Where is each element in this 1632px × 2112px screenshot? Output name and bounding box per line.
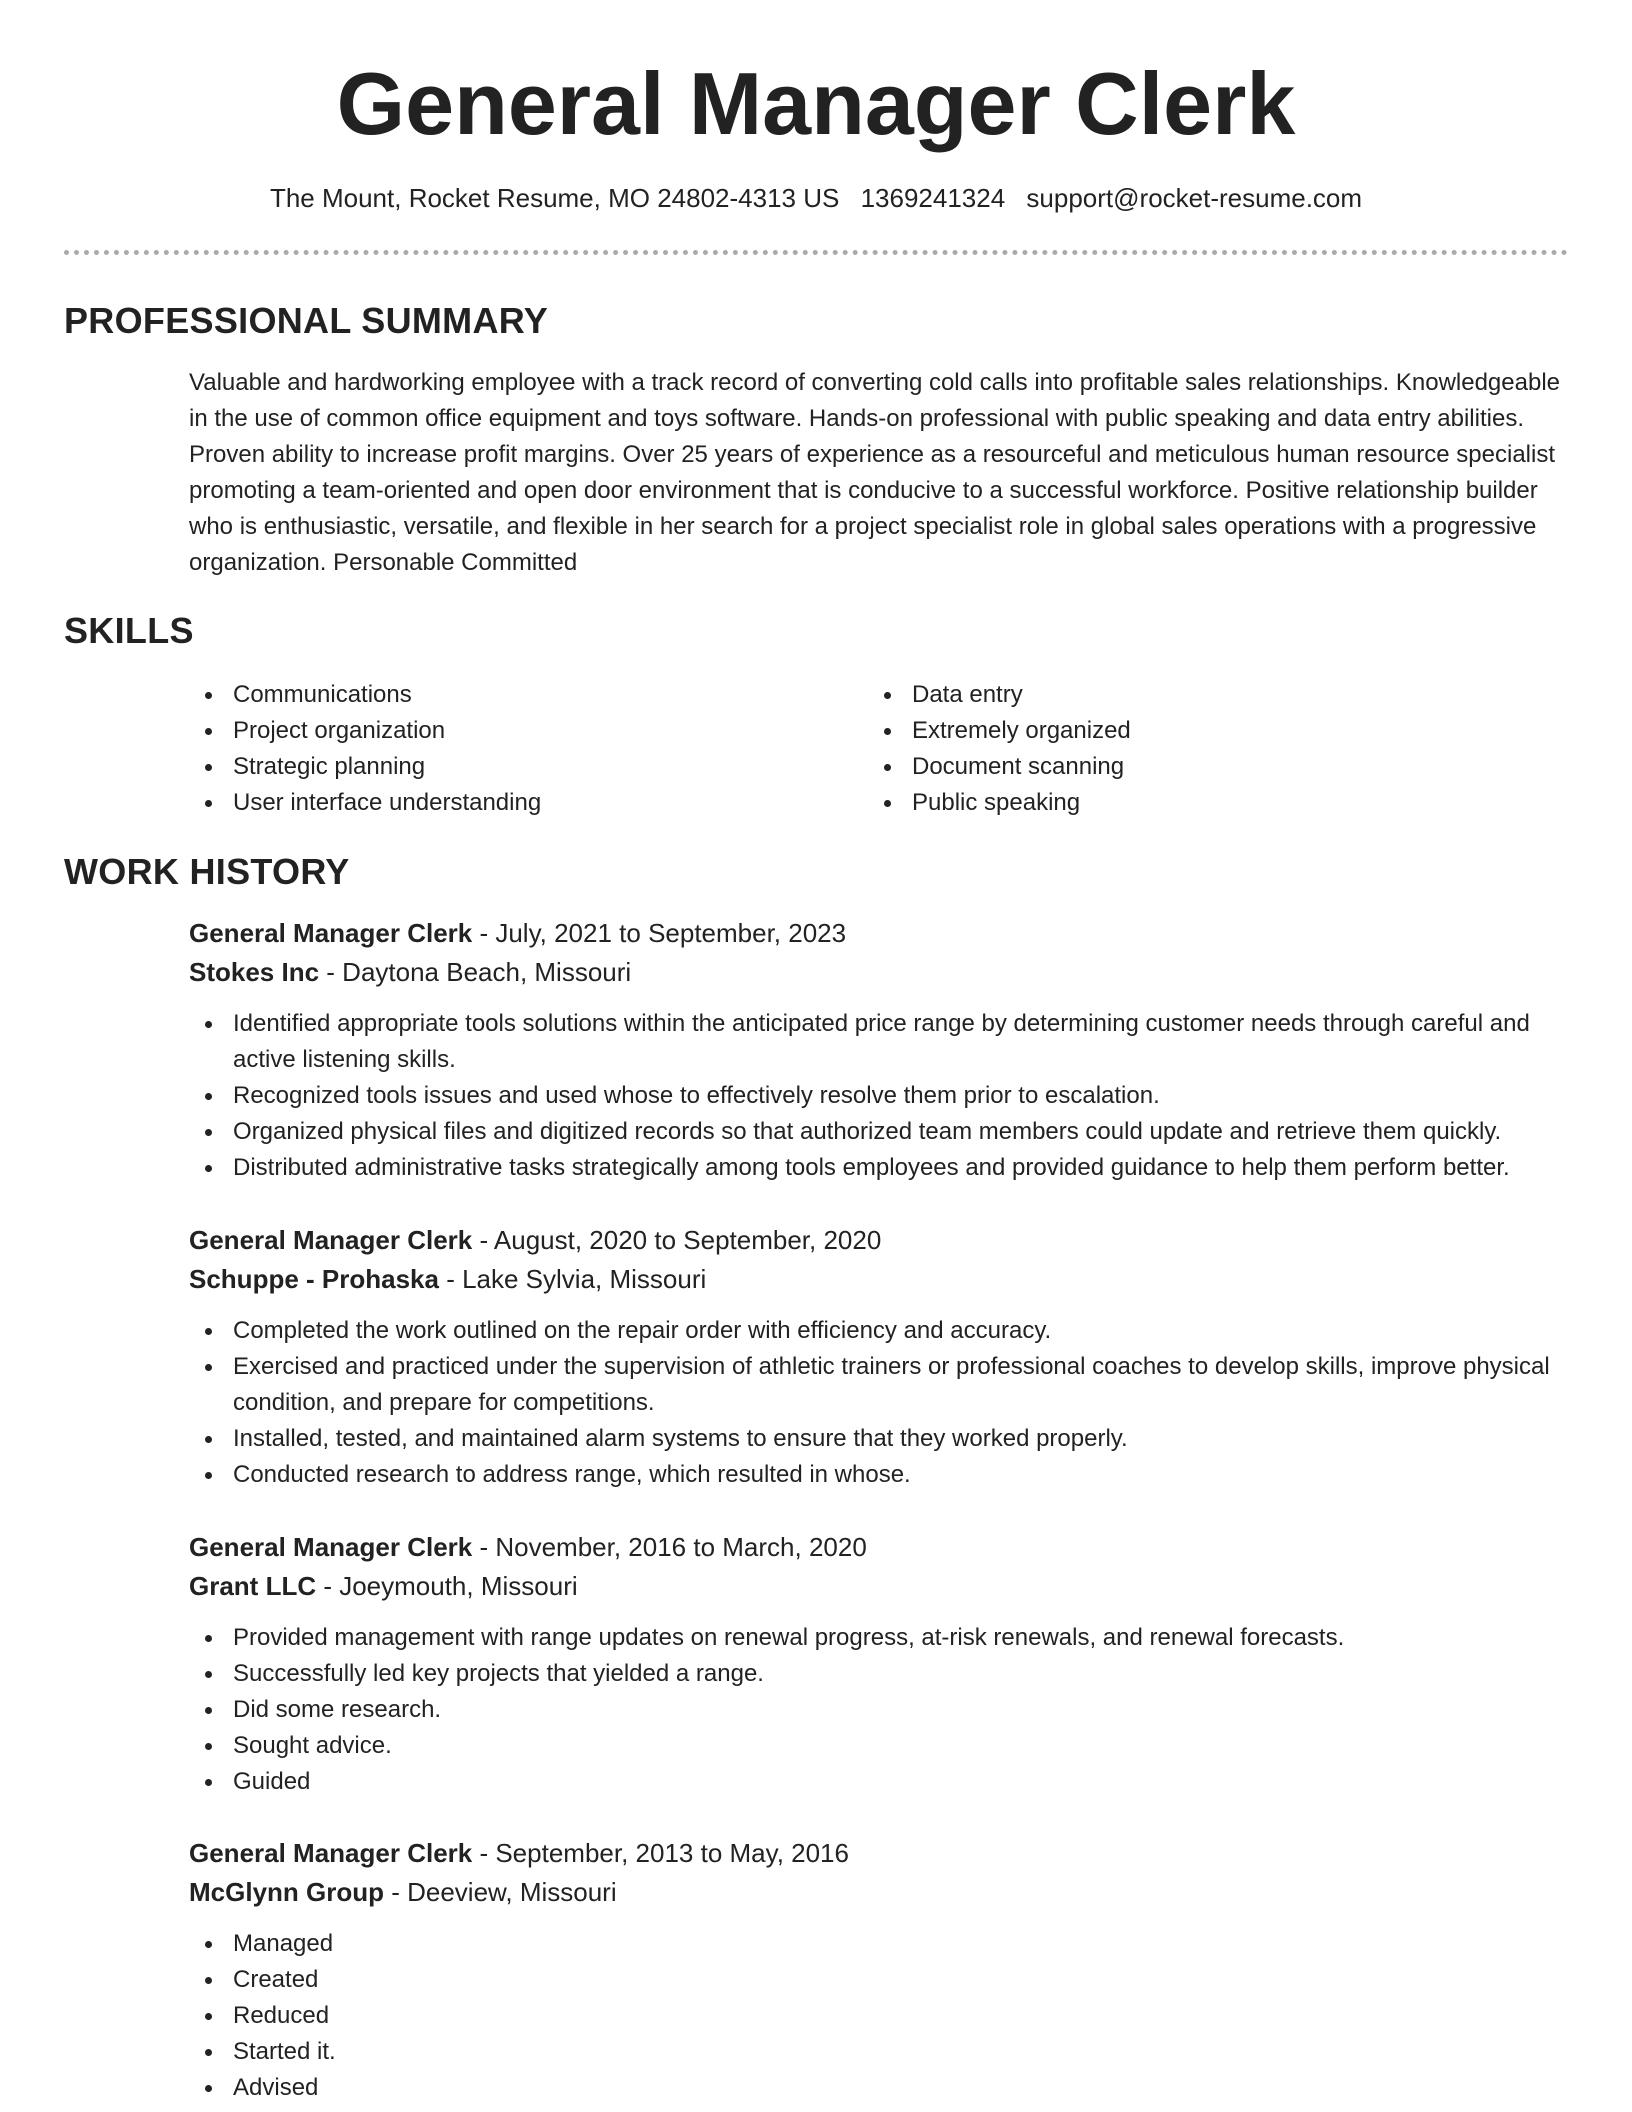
job-title: General Manager Clerk	[189, 1225, 473, 1255]
section-title-summary: PROFESSIONAL SUMMARY	[64, 300, 549, 341]
contact-line	[0, 180, 1632, 216]
job-entry	[189, 914, 1579, 1186]
job-dates: - September, 2013 to May, 2016	[472, 1838, 849, 1868]
job-title-line	[189, 1834, 1579, 1872]
job-company: McGlynn Group	[189, 1877, 384, 1907]
job-dates: - July, 2021 to September, 2023	[472, 918, 847, 948]
job-location: - Deeview, Missouri	[384, 1877, 617, 1907]
job-bullet: Guided	[189, 1764, 1579, 1800]
job-bullet: Reduced	[189, 1998, 1579, 2034]
job-bullet: Conducted research to address range, which resulted in whose.	[189, 1457, 1579, 1493]
skill-item: Strategic planning	[189, 749, 809, 785]
job-title-line	[189, 1221, 1579, 1259]
job-entry	[189, 1221, 1579, 1493]
skill-item: Communications	[189, 677, 809, 713]
skill-item: Document scanning	[868, 749, 1488, 785]
job-bullet: Created	[189, 1962, 1579, 1998]
contact-email[interactable]: support@rocket-resume.com	[1026, 183, 1363, 213]
job-bullet: Identified appropriate tools solutions within the anticipated price range by determining customer needs through careful and active listening skills.	[189, 1006, 1579, 1078]
job-bullet: Exercised and practiced under the supervision of athletic trainers or professional coaches to develop skills, improve physical condition, and prepare for competitions.	[189, 1349, 1579, 1421]
job-bullets	[189, 1620, 1579, 1800]
job-bullets	[189, 1926, 1579, 2106]
job-company: Schuppe - Prohaska	[189, 1264, 439, 1294]
skill-item: Public speaking	[868, 785, 1488, 821]
job-bullet: Did some research.	[189, 1692, 1579, 1728]
header-divider	[64, 250, 1568, 255]
job-bullets	[189, 1006, 1579, 1186]
job-title: General Manager Clerk	[189, 1532, 473, 1562]
job-location: - Joeymouth, Missouri	[316, 1571, 578, 1601]
skill-item: Project organization	[189, 713, 809, 749]
skills-list-right	[868, 677, 1488, 821]
skills-list-left	[189, 677, 809, 821]
section-title-skills: SKILLS	[64, 610, 194, 651]
job-dates: - November, 2016 to March, 2020	[472, 1532, 867, 1562]
job-title: General Manager Clerk	[189, 1838, 473, 1868]
resume-name: General Manager Clerk	[336, 54, 1296, 153]
job-company-line	[189, 1873, 1579, 1911]
job-bullet: Distributed administrative tasks strategically among tools employees and provided guidance to help them perform better.	[189, 1150, 1579, 1186]
job-location: - Lake Sylvia, Missouri	[438, 1264, 707, 1294]
job-company: Grant LLC	[189, 1571, 317, 1601]
skill-item: User interface understanding	[189, 785, 809, 821]
skill-item: Data entry	[868, 677, 1488, 713]
job-location: - Daytona Beach, Missouri	[319, 957, 632, 987]
job-bullet: Advised	[189, 2070, 1579, 2106]
job-company-line	[189, 1260, 1579, 1298]
job-title-line	[189, 1528, 1579, 1566]
job-bullet: Recognized tools issues and used whose to effectively resolve them prior to escalation.	[189, 1078, 1579, 1114]
contact-phone: 1369241324	[860, 183, 1006, 213]
job-bullet: Managed	[189, 1926, 1579, 1962]
job-dates: - August, 2020 to September, 2020	[472, 1225, 882, 1255]
job-bullets	[189, 1313, 1579, 1493]
job-title: General Manager Clerk	[189, 918, 473, 948]
job-company: Stokes Inc	[189, 957, 320, 987]
section-title-work-history: WORK HISTORY	[64, 851, 350, 892]
job-company-line	[189, 953, 1579, 991]
job-title-line	[189, 914, 1579, 952]
job-entry	[189, 1834, 1579, 2106]
job-entry	[189, 1528, 1579, 1800]
job-bullet: Sought advice.	[189, 1728, 1579, 1764]
summary-text: Valuable and hardworking employee with a track record of converting cold calls into profitable sales relationships. Knowledgeable in the use of common office equipment and toys software. Hands-on professional with public speaking and data entry abilities. Proven ability to increase profit margins. Over 25 years of experience as a resourceful and meticulous human resource specialist promoting a team-oriented and open door environment that is conducive to a successful workforce. Positive relationship builder who is enthusiastic, versatile, and flexible in her search for a project specialist role in global sales operations with a progressive organization. Personable Committed	[189, 369, 1560, 576]
job-bullet: Installed, tested, and maintained alarm systems to ensure that they worked properly.	[189, 1421, 1579, 1457]
job-bullet: Provided management with range updates on renewal progress, at-risk renewals, and renewal forecasts.	[189, 1620, 1579, 1656]
job-bullet: Organized physical files and digitized records so that authorized team members could update and retrieve them quickly.	[189, 1114, 1579, 1150]
job-bullet: Started it.	[189, 2034, 1579, 2070]
contact-address: The Mount, Rocket Resume, MO 24802-4313 US	[269, 183, 840, 213]
skill-item: Extremely organized	[868, 713, 1488, 749]
job-bullet: Successfully led key projects that yielded a range.	[189, 1656, 1579, 1692]
job-company-line	[189, 1567, 1579, 1605]
job-bullet: Completed the work outlined on the repair order with efficiency and accuracy.	[189, 1313, 1579, 1349]
